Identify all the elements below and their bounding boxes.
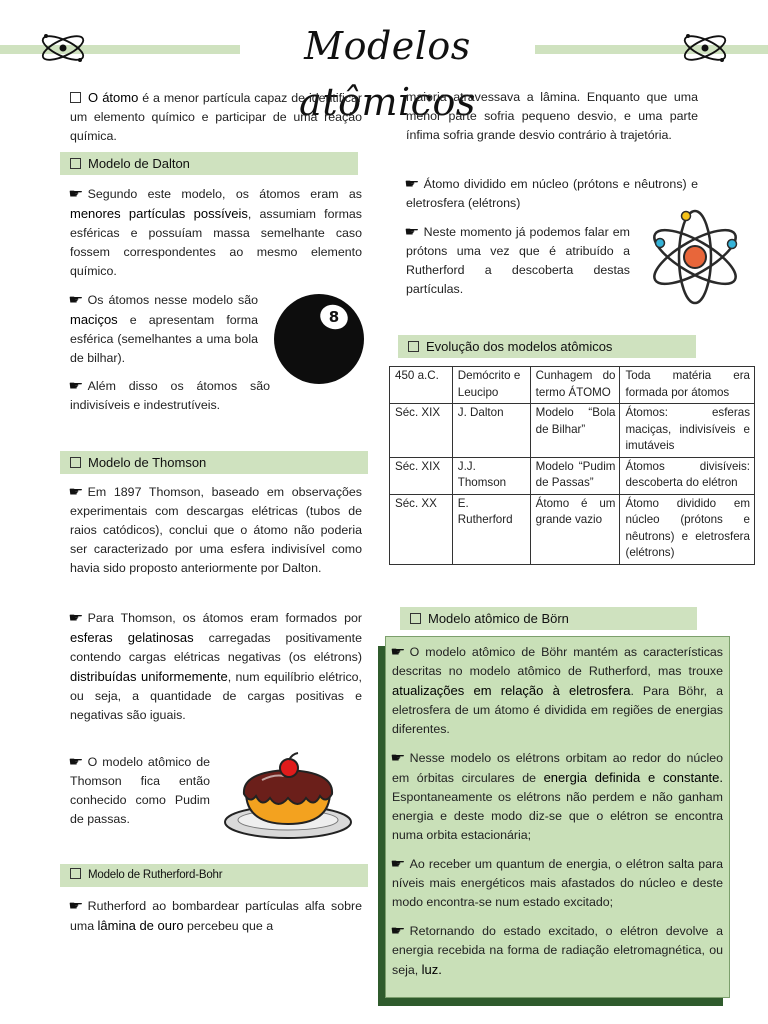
table-cell: Átomo é um grande vazio <box>530 494 620 564</box>
bohr-box <box>385 636 730 998</box>
page-title: Modelos atômicos <box>299 24 476 124</box>
table-cell: Modelo “Bola de Bilhar” <box>530 404 620 458</box>
table-cell: Átomos divisíveis: descoberta do elétron <box>620 457 755 494</box>
checkbox-icon <box>70 457 81 468</box>
hand-pointer-icon: ☛ <box>68 378 84 393</box>
intro-term: O átomo <box>88 90 139 105</box>
hand-pointer-icon: ☛ <box>68 484 84 499</box>
bohr-paragraph-4: ☛ Retornando do estado excitado, o elétron devolve a energia recebida na forma de radiação eletromagnética, ou seja, luz. <box>390 923 723 977</box>
checkbox-icon <box>408 341 419 352</box>
thomson-paragraph-1: ☛ Em 1897 Thomson, baseado em observações experimentais com descargas elétricas (tubos de raios catódicos), conclui que o átomo não poderia ser caracterizado por uma esfera indivisível como havia sido proposto anteriormente por Dalton. <box>68 484 362 575</box>
rutherford-paragraph-1-continued: maioria atravessava a lâmina. Enquanto que uma menor parte sofria pequeno desvio, e uma parte ínfima sofria grande desvio contrário à trajetória. <box>406 90 698 142</box>
hand-pointer-icon: ☛ <box>68 898 84 913</box>
dalton-paragraph-3: ☛ Além disso os átomos são indivisíveis e indestrutíveis. <box>68 378 270 412</box>
table-cell: Toda matéria era formada por átomos <box>620 367 755 404</box>
table-cell: J. Dalton <box>452 404 530 458</box>
hand-pointer-icon: ☛ <box>68 754 84 769</box>
table-cell: 450 a.C. <box>390 367 453 404</box>
table-row <box>390 494 755 564</box>
table-row <box>390 367 755 404</box>
section-heading-thomson: Modelo de Thomson <box>60 451 368 474</box>
table-cell: Séc. XIX <box>390 457 453 494</box>
thomson-paragraph-3: ☛ O modelo atômico de Thomson fica então conhecido como Pudim de passas. <box>68 754 210 826</box>
pudding-icon <box>222 752 354 842</box>
evolution-table <box>389 366 755 565</box>
section-heading-evolution: Evolução dos modelos atômicos <box>398 335 696 358</box>
section-heading-bohr: Modelo atômico de Börn <box>400 607 697 630</box>
checkbox-icon <box>70 92 81 103</box>
table-cell: Cunhagem do termo ÁTOMO <box>530 367 620 404</box>
hand-pointer-icon: ☛ <box>68 292 84 307</box>
header-bar-left <box>0 45 240 54</box>
table-cell: Modelo “Pudim de Passas” <box>530 457 620 494</box>
atom-color-icon <box>646 206 744 308</box>
checkbox-icon <box>410 613 421 624</box>
hand-pointer-icon: ☛ <box>404 224 420 239</box>
hand-pointer-icon: ☛ <box>68 186 84 201</box>
rutherford-paragraph-3: ☛ Neste momento já podemos falar em prótons uma vez que é atribuído a Rutherford a descoberta destas partículas. <box>404 224 630 296</box>
hand-pointer-icon: ☛ <box>390 923 406 938</box>
bohr-paragraph-2: ☛ Nesse modelo os elétrons orbitam ao redor do núcleo em órbitas circulares de energia definida e constante. Espontaneamente os elétrons não perdem e não ganham energia e deste modo diz-se que o elétron se encontra numa orbita estacionária; <box>390 750 723 842</box>
atom-sketch-icon <box>680 26 730 70</box>
dalton-paragraph-1: ☛ Segundo este modelo, os átomos eram as menores partículas possíveis, assumiam formas esféricas e possuíam massa semelhante caso fossem correspondentes ao mesmo elemento químico. <box>68 186 363 278</box>
hand-pointer-icon: ☛ <box>68 610 84 625</box>
table-cell: Demócrito e Leucipo <box>452 367 530 404</box>
bohr-paragraph-1: ☛ O modelo atômico de Böhr mantém as características descritas no modelo atômico de Rutherford, mas trouxe atualizações em relação à eletrosfera. Para Böhr, a eletrosfera de um átomo é dividida em regiões de energias diferentes. <box>390 644 724 736</box>
table-cell: Átomo dividido em núcleo (prótons e nêutrons) e eletrosfera (elétrons) <box>620 494 755 564</box>
hand-pointer-icon: ☛ <box>404 176 420 191</box>
hand-pointer-icon: ☛ <box>390 644 406 659</box>
svg-text:8: 8 <box>328 308 340 326</box>
dalton-paragraph-2: ☛ Os átomos nesse modelo são maciços e apresentam forma esférica (semelhantes a uma bola de bilhar). <box>68 292 258 365</box>
table-row <box>390 404 755 458</box>
intro-paragraph: O átomo é a menor partícula capaz de identificar um elemento químico e participar de uma reação química. <box>70 90 362 143</box>
section-heading-dalton: Modelo de Dalton <box>60 152 358 175</box>
checkbox-icon <box>70 868 81 879</box>
rutherford-paragraph-2: ☛ Átomo dividido em núcleo (prótons e nêutrons) e eletrosfera (elétrons) <box>404 176 698 210</box>
bohr-paragraph-3: ☛ Ao receber um quantum de energia, o elétron salta para níveis mais energéticos mais afastados do núcleo e deste modo encontra-se num estado excitado; <box>390 856 723 909</box>
rutherford-paragraph-1: ☛ Rutherford ao bombardear partículas alfa sobre uma lâmina de ouro percebeu que a <box>68 898 362 933</box>
table-row <box>390 457 755 494</box>
billiard-ball-8 <box>272 292 366 386</box>
atom-sketch-icon <box>38 26 88 70</box>
checkbox-icon <box>70 158 81 169</box>
table-cell: Séc. XIX <box>390 404 453 458</box>
section-heading-rutherford: Modelo de Rutherford-Bohr <box>60 864 368 887</box>
hand-pointer-icon: ☛ <box>390 750 406 765</box>
thomson-paragraph-2: ☛ Para Thomson, os átomos eram formados por esferas gelatinosas carregadas positivamente contendo cargas elétricas negativas (os elétrons) distribuídas uniformemente, num equilíbrio elétrico, ou seja, a quantidade de cargas positivas e negativas são iguais. <box>68 610 363 722</box>
table-cell: Átomos: esferas maciças, indivisíveis e imutáveis <box>620 404 755 458</box>
table-cell: Séc. XX <box>390 494 453 564</box>
table-cell: E. Rutherford <box>452 494 530 564</box>
table-cell: J.J. Thomson <box>452 457 530 494</box>
header-bar-right <box>535 45 768 54</box>
hand-pointer-icon: ☛ <box>390 856 406 871</box>
